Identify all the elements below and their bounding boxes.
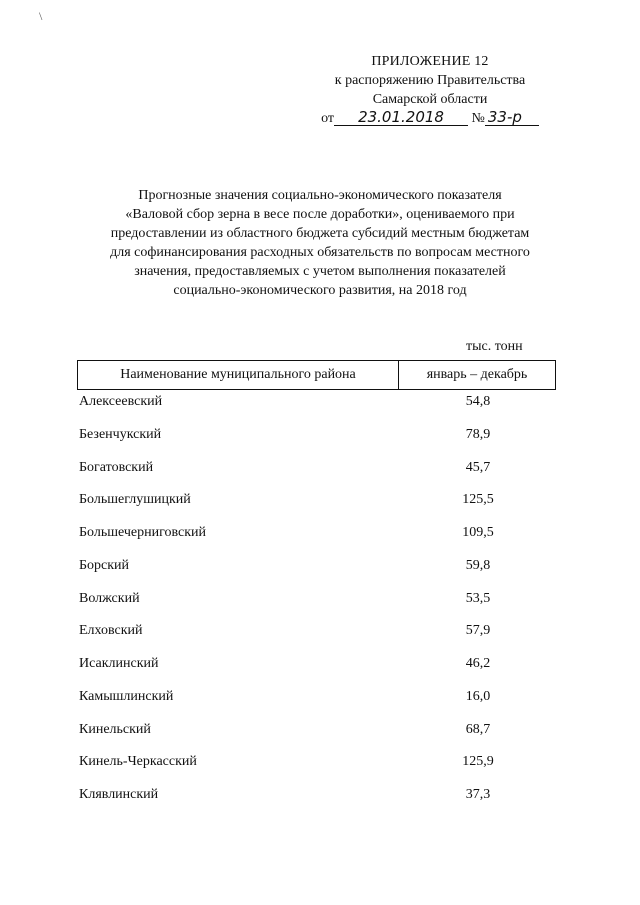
- table-row: [77, 427, 556, 460]
- appendix-title: ПРИЛОЖЕНИЕ 12: [371, 54, 489, 69]
- district-name: Камышлинский: [79, 688, 174, 704]
- order-number-prefix: №: [471, 111, 485, 126]
- district-value: 125,9: [462, 754, 494, 770]
- district-name: Алексеевский: [79, 394, 163, 409]
- order-prefix: от: [321, 111, 335, 126]
- table-body: [77, 394, 556, 820]
- heading-line: Прогнозные значения социально-экономического показателя: [138, 188, 502, 203]
- district-name: Исаклинский: [79, 656, 159, 671]
- appendix-line-2: к распоряжению Правительства: [334, 73, 526, 88]
- heading-line: социально-экономического развития, на 2018 год: [173, 283, 467, 298]
- table-row: [77, 787, 556, 820]
- district-value: 54,8: [465, 394, 491, 409]
- table-row: [77, 754, 556, 787]
- column-header-value: январь – декабрь: [426, 367, 528, 382]
- table-row: [77, 394, 556, 427]
- district-value: 125,5: [462, 492, 494, 508]
- district-value: 46,2: [465, 656, 491, 671]
- district-name: Елховский: [79, 623, 143, 639]
- unit-label: тыс. тонн: [466, 339, 523, 354]
- district-value: 45,7: [465, 459, 491, 475]
- district-name: Большеглушицкий: [79, 492, 191, 508]
- heading-line: для софинансирования расходных обязательств по вопросам местного: [110, 245, 530, 260]
- table-row: [77, 656, 556, 689]
- district-name: Большечерниговский: [79, 525, 207, 540]
- column-header-name: Наименование муниципального района: [78, 361, 399, 389]
- table-row: [77, 492, 556, 525]
- table-header: [77, 360, 556, 390]
- district-value: 37,3: [465, 787, 491, 802]
- district-name: Клявлинский: [79, 787, 159, 802]
- order-number: 33-р: [485, 109, 539, 126]
- heading-line: предоставлении из областного бюджета субсидий местным бюджетам: [110, 226, 530, 241]
- district-value: 68,7: [465, 721, 491, 737]
- table-row: [77, 558, 556, 591]
- table-row: [77, 460, 556, 493]
- district-value: 59,8: [465, 557, 491, 573]
- scan-mark: \: [39, 9, 43, 23]
- order-date: 23.01.2018: [334, 109, 468, 126]
- appendix-block: [300, 52, 560, 128]
- heading-line: «Валовой сбор зерна в весе после доработки», оцениваемого при: [125, 207, 515, 222]
- district-value: 16,0: [465, 688, 491, 704]
- district-value: 53,5: [465, 590, 491, 606]
- district-name: Борский: [79, 557, 130, 573]
- district-value: 109,5: [462, 525, 494, 540]
- district-name: Волжский: [79, 590, 140, 606]
- order-line: [300, 109, 560, 128]
- table-row: [77, 722, 556, 755]
- district-name: Кинель-Черкасский: [79, 754, 197, 770]
- district-value: 78,9: [465, 426, 491, 442]
- district-name: Безенчукский: [79, 426, 162, 442]
- table-row: [77, 525, 556, 558]
- table-row: [77, 591, 556, 624]
- district-name: Богатовский: [79, 459, 154, 475]
- table-row: [77, 689, 556, 722]
- district-name: Кинельский: [79, 721, 151, 737]
- table-row: [77, 623, 556, 656]
- document-heading: [62, 186, 578, 300]
- district-value: 57,9: [465, 623, 491, 639]
- appendix-line-3: Самарской области: [372, 92, 488, 107]
- heading-line: значения, предоставляемых с учетом выполнения показателей: [134, 264, 506, 279]
